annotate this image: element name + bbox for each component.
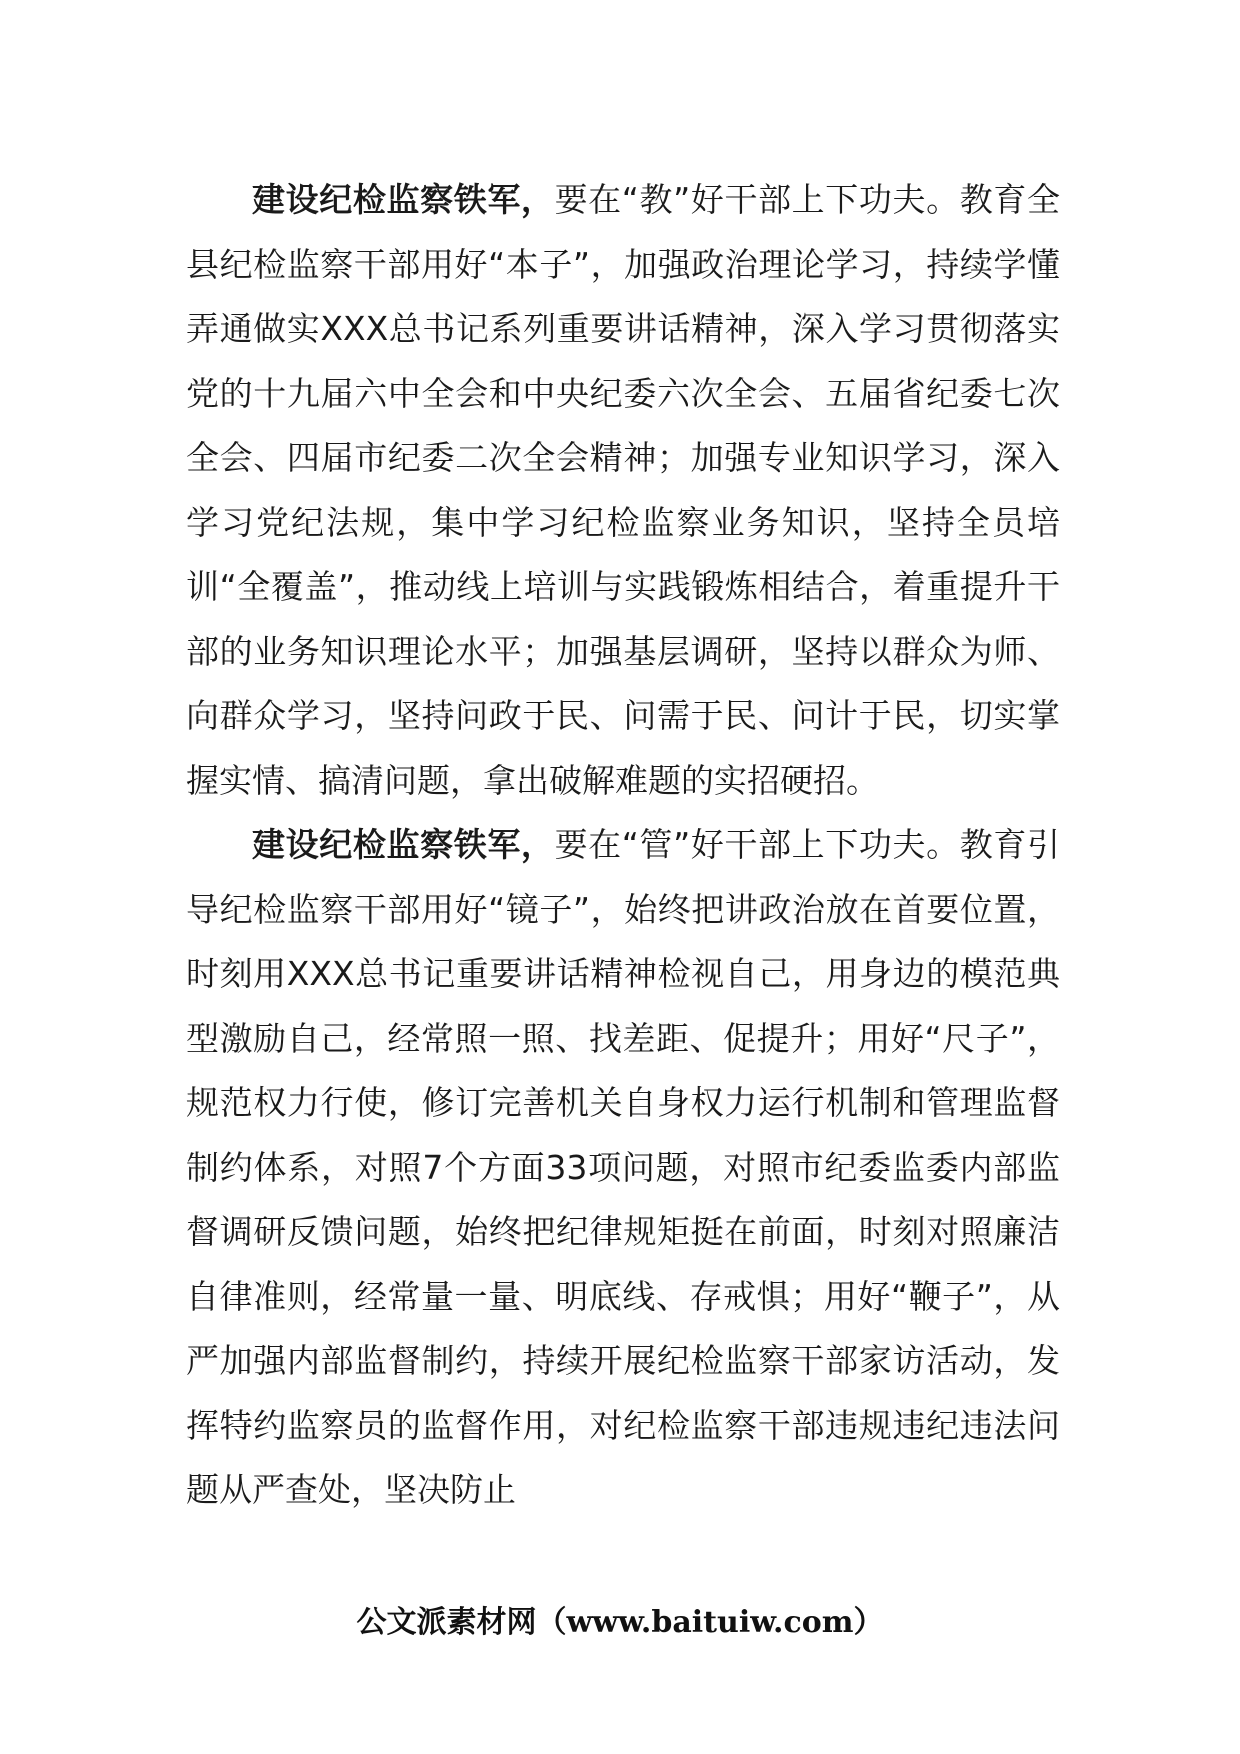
paragraph-2-lead: 建设纪检监察铁军， <box>252 825 555 864</box>
paragraph-1-lead: 建设纪检监察铁军， <box>252 180 555 219</box>
paragraph-2-body: 要在“管”好干部上下功夫。教育引导纪检监察干部用好“镜子”，始终把讲政治放在首要位置，时刻用XXX总书记重要讲话精神检视自己，用身边的模范典型激励自己，经常照一照、找差距、促提升；用好“尺子”，规范权力行使，修订完善机关自身权力运行机制和管理监督制约体系，对照7个方面33项问题，对照市纪委监委内部监督调研反馈问题，始终把纪律规矩挺在前面，时刻对照廉洁自律准则，经常量一量、明底线、存戒惧；用好“鞭子”，从严加强内部监督制约，持续开展纪检监察干部家访活动，发挥特约监察员的监督作用，对纪检监察干部违规违纪违法问题从严查处，坚决防止 <box>186 825 1061 1509</box>
paragraph-1-body: 要在“教”好干部上下功夫。教育全县纪检监察干部用好“本子”，加强政治理论学习，持续学懂弄通做实XXX总书记系列重要讲话精神，深入学习贯彻落实党的十九届六中全会和中央纪委六次全会、五届省纪委七次全会、四届市纪委二次全会精神；加强专业知识学习，深入学习党纪法规，集中学习纪检监察业务知识，坚持全员培训“全覆盖”，推动线上培训与实践锻炼相结合，着重提升干部的业务知识理论水平；加强基层调研，坚持以群众为师、向群众学习，坚持问政于民、问需于民、问计于民，切实掌握实情、搞清问题，拿出破解难题的实招硬招。 <box>186 180 1061 800</box>
watermark-footer: 公文派素材网（www.baituiw.com） <box>356 1605 884 1640</box>
paragraph-1 <box>186 168 1060 813</box>
document-body <box>186 168 1060 1523</box>
paragraph-2 <box>186 813 1060 1523</box>
